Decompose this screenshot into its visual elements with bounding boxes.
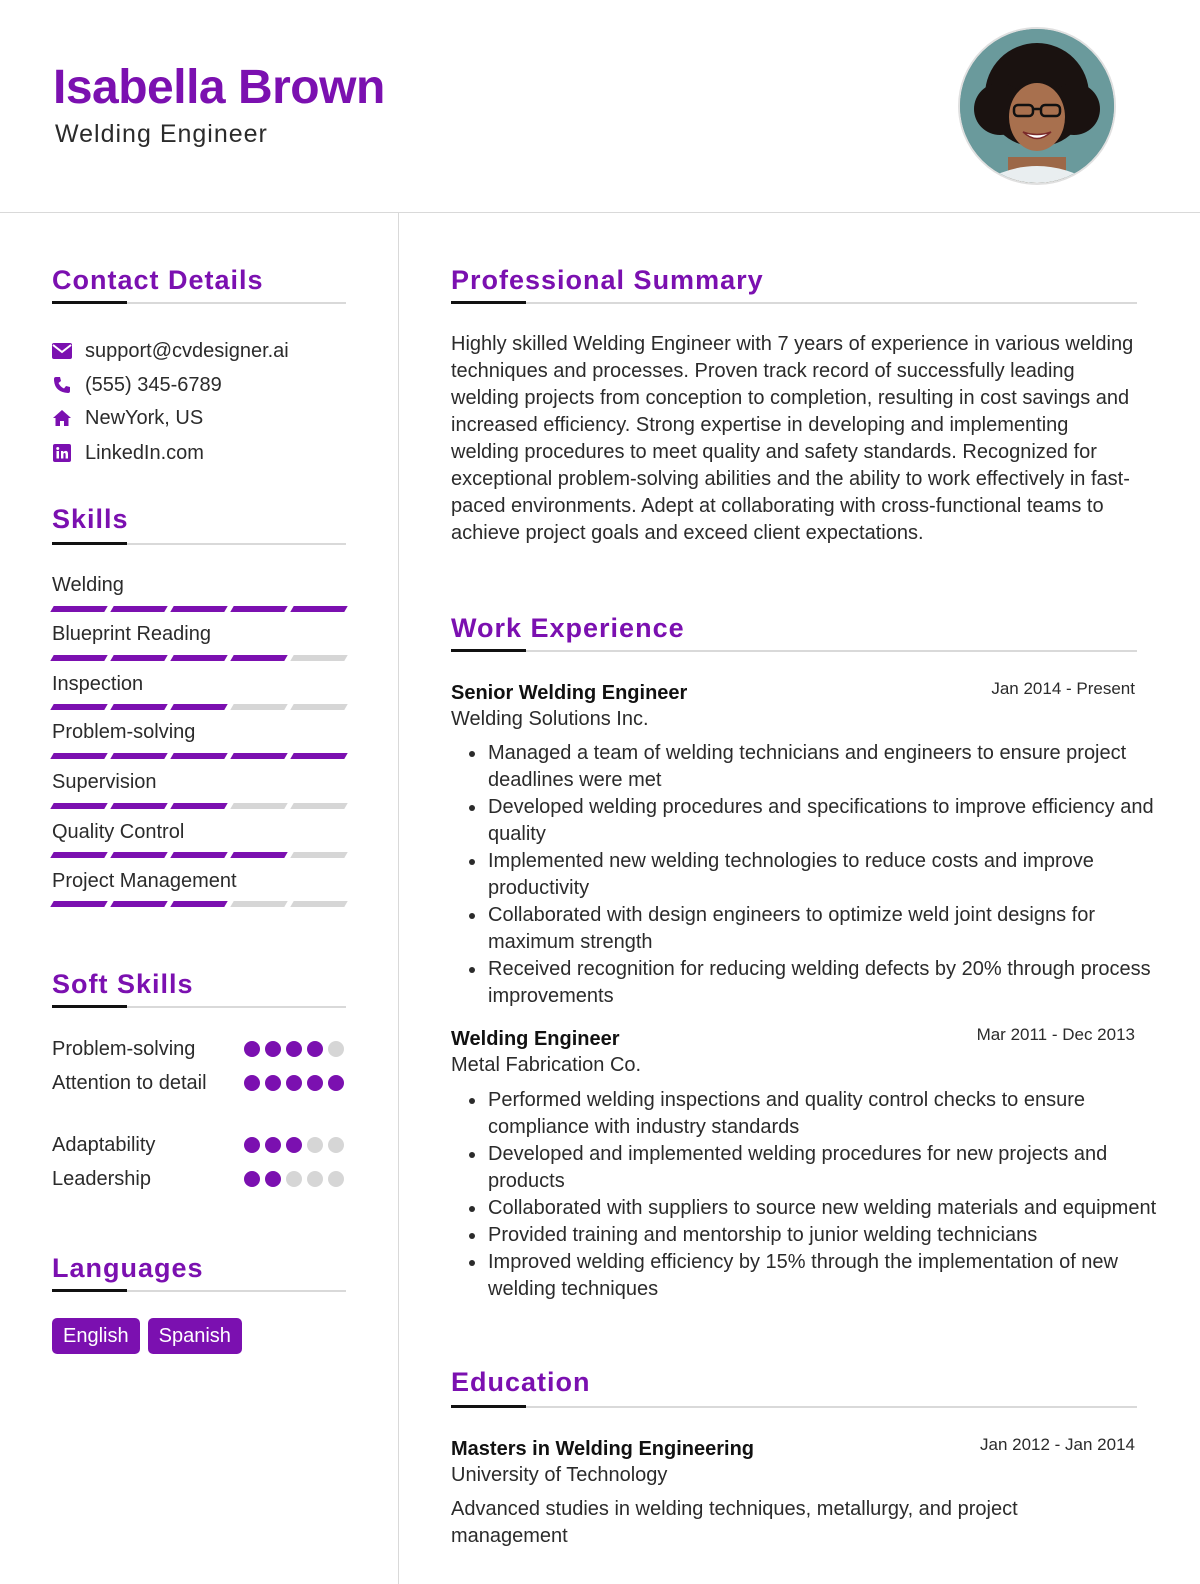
contact-linkedin[interactable] xyxy=(52,440,204,466)
job-title: Welding Engineer xyxy=(451,1028,620,1050)
skill-level-segment xyxy=(170,852,227,858)
skill-level-bar xyxy=(52,655,346,661)
contact-email-text: support@cvdesigner.ai xyxy=(85,339,289,362)
rating-dot xyxy=(328,1137,344,1153)
rating-dot xyxy=(307,1171,323,1187)
rating-dot xyxy=(328,1171,344,1187)
rating-dot xyxy=(244,1041,260,1057)
skill-level-bar xyxy=(52,704,346,710)
job-bullet-list xyxy=(469,740,1167,1010)
job-date: Jan 2014 - Present xyxy=(991,679,1135,698)
skill-label: Problem-solving xyxy=(52,721,196,743)
skill-level-segment xyxy=(110,753,167,759)
education-section-title: Education xyxy=(451,1367,591,1397)
skill-level-segment xyxy=(50,803,107,809)
resume-header xyxy=(0,0,1200,213)
summary-section-rule xyxy=(451,302,1137,304)
languages-section-title: Languages xyxy=(52,1253,204,1283)
skill-level-segment xyxy=(290,901,347,907)
rating-dot xyxy=(244,1075,260,1091)
skill-level-bar xyxy=(52,606,346,612)
education-degree: Masters in Welding Engineering xyxy=(451,1438,755,1460)
skill-level-segment xyxy=(230,753,287,759)
skill-level-segment xyxy=(290,704,347,710)
rating-dot xyxy=(286,1137,302,1153)
rating-dot xyxy=(328,1041,344,1057)
language-tag: English xyxy=(52,1318,140,1354)
skill-level-segment xyxy=(290,803,347,809)
skill-level-segment xyxy=(170,803,227,809)
contact-location xyxy=(52,405,203,431)
skill-level-bar xyxy=(52,852,346,858)
skill-label: Supervision xyxy=(52,771,157,793)
skill-label: Quality Control xyxy=(52,821,185,843)
skill-level-segment xyxy=(170,606,227,612)
skill-level-segment xyxy=(50,852,107,858)
skill-level-segment xyxy=(50,606,107,612)
skill-level-segment xyxy=(230,655,287,661)
language-tags xyxy=(52,1318,242,1354)
skill-level-segment xyxy=(230,803,287,809)
skill-level-segment xyxy=(110,852,167,858)
skill-level-segment xyxy=(230,852,287,858)
rating-dot xyxy=(265,1171,281,1187)
skill-level-segment xyxy=(110,901,167,907)
soft-skill-label: Problem-solving xyxy=(52,1038,196,1060)
skill-level-segment xyxy=(290,606,347,612)
contact-phone-text: (555) 345-6789 xyxy=(85,373,222,396)
soft-skill-label: Leadership xyxy=(52,1168,151,1190)
summary-text: Highly skilled Welding Engineer with 7 years of experience in various welding techniques and processes. Proven track record of successfully leading welding projects from conception to completion, resulting in cost savings and increased efficiency. Strong expertise in developing and implementing welding procedures to meet quality and safety standards. Recognized for exceptional problem-solving abilities and the ability to work effectively in fast-paced environments. Adept at collaborating with cross-functional teams to achieve project goals and exceed client expectations. xyxy=(451,333,1134,544)
candidate-role: Welding Engineer xyxy=(55,120,268,148)
skill-level-segment xyxy=(50,655,107,661)
soft-skills-section-title: Soft Skills xyxy=(52,969,194,999)
skill-level-segment xyxy=(110,606,167,612)
column-divider xyxy=(398,212,399,1584)
skill-level-segment xyxy=(50,704,107,710)
soft-skill-rating xyxy=(244,1041,344,1057)
skill-level-segment xyxy=(110,704,167,710)
education-description: Advanced studies in welding techniques, metallurgy, and project management xyxy=(451,1498,1018,1547)
job-bullet: • Managed a team of welding technicians and engineers to ensure project deadlines were met xyxy=(487,740,1167,794)
skill-level-segment xyxy=(170,753,227,759)
rating-dot xyxy=(286,1041,302,1057)
job-date: Mar 2011 - Dec 2013 xyxy=(976,1025,1135,1044)
skill-level-segment xyxy=(170,704,227,710)
rating-dot xyxy=(244,1137,260,1153)
skill-label: Inspection xyxy=(52,673,144,695)
contact-phone[interactable] xyxy=(52,372,222,398)
rating-dot xyxy=(244,1171,260,1187)
job-company: Metal Fabrication Co. xyxy=(451,1054,642,1076)
job-title: Senior Welding Engineer xyxy=(451,682,688,704)
skill-level-bar xyxy=(52,753,346,759)
rating-dot xyxy=(286,1075,302,1091)
skill-level-segment xyxy=(50,753,107,759)
job-bullet: • Collaborated with suppliers to source new welding materials and equipment xyxy=(487,1195,1167,1222)
experience-section-title: Work Experience xyxy=(451,613,685,643)
job-bullet-list xyxy=(469,1087,1167,1303)
skills-section-title: Skills xyxy=(52,504,129,534)
rating-dot xyxy=(307,1137,323,1153)
skill-label: Project Management xyxy=(52,870,237,892)
skill-level-segment xyxy=(230,704,287,710)
soft-skill-label: Adaptability xyxy=(52,1134,156,1156)
skill-label: Blueprint Reading xyxy=(52,623,211,645)
job-company: Welding Solutions Inc. xyxy=(451,708,649,730)
languages-section-rule xyxy=(52,1290,346,1292)
skill-level-segment xyxy=(230,606,287,612)
skill-level-segment xyxy=(50,901,107,907)
skill-level-segment xyxy=(110,655,167,661)
skill-level-segment xyxy=(290,753,347,759)
job-bullet: • Implemented new welding technologies to reduce costs and improve productivity xyxy=(487,848,1167,902)
soft-skill-rating xyxy=(244,1171,344,1187)
rating-dot xyxy=(265,1137,281,1153)
skill-label: Welding xyxy=(52,574,124,596)
job-bullet: • Developed welding procedures and specifications to improve efficiency and quality xyxy=(487,794,1167,848)
skill-level-segment xyxy=(170,901,227,907)
job-bullet: • Provided training and mentorship to junior welding technicians xyxy=(487,1222,1167,1249)
soft-skill-rating xyxy=(244,1075,344,1091)
rating-dot xyxy=(328,1075,344,1091)
skill-level-segment xyxy=(290,655,347,661)
skill-level-segment xyxy=(290,852,347,858)
phone-icon xyxy=(52,375,72,395)
linkedin-icon xyxy=(52,443,72,463)
skill-level-segment xyxy=(170,655,227,661)
contact-location-text: NewYork, US xyxy=(85,406,204,429)
job-bullet: • Improved welding efficiency by 15% through the implementation of new welding techniques xyxy=(487,1249,1167,1303)
candidate-name: Isabella Brown xyxy=(53,61,385,114)
language-tag: Spanish xyxy=(148,1318,242,1354)
home-icon xyxy=(52,408,72,428)
contact-section-rule xyxy=(52,302,346,304)
envelope-icon xyxy=(52,341,72,361)
soft-skills-section-rule xyxy=(52,1006,346,1008)
education-section-rule xyxy=(451,1406,1137,1408)
skills-section-rule xyxy=(52,543,346,545)
skill-level-segment xyxy=(230,901,287,907)
summary-section-title: Professional Summary xyxy=(451,265,764,295)
experience-section-rule xyxy=(451,650,1137,652)
skill-level-bar xyxy=(52,803,346,809)
job-bullet: • Developed and implemented welding procedures for new projects and products xyxy=(487,1141,1167,1195)
skill-level-bar xyxy=(52,901,346,907)
rating-dot xyxy=(286,1171,302,1187)
rating-dot xyxy=(265,1075,281,1091)
job-bullet: • Received recognition for reducing welding defects by 20% through process improvements xyxy=(487,956,1167,1010)
profile-avatar-illustration xyxy=(960,29,1114,183)
rating-dot xyxy=(307,1075,323,1091)
profile-photo xyxy=(958,27,1116,185)
soft-skill-label: Attention to detail xyxy=(52,1072,207,1094)
soft-skill-rating xyxy=(244,1137,344,1153)
contact-section-title: Contact Details xyxy=(52,265,264,295)
contact-linkedin-text: LinkedIn.com xyxy=(85,441,204,464)
job-bullet: • Performed welding inspections and quality control checks to ensure compliance with industry standards xyxy=(487,1087,1167,1141)
rating-dot xyxy=(307,1041,323,1057)
rating-dot xyxy=(265,1041,281,1057)
job-bullet: • Collaborated with design engineers to optimize weld joint designs for maximum strength xyxy=(487,902,1167,956)
education-date: Jan 2012 - Jan 2014 xyxy=(979,1435,1135,1454)
contact-email[interactable] xyxy=(52,338,289,364)
skill-level-segment xyxy=(110,803,167,809)
education-school: University of Technology xyxy=(451,1464,668,1486)
